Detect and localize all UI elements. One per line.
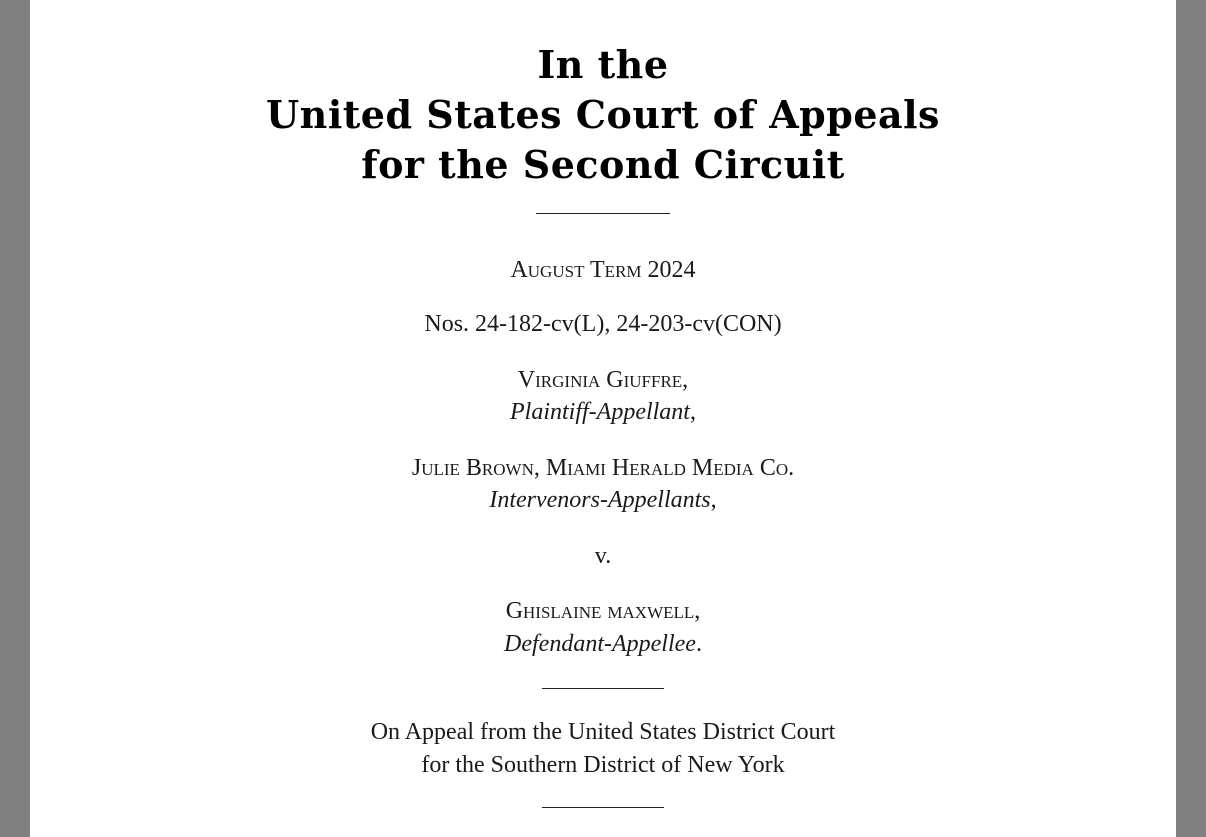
versus: v. — [594, 543, 612, 569]
intervenors-role-line — [30, 484, 1176, 516]
plaintiff-role-punct: , — [689, 399, 696, 425]
plaintiff-role-line — [30, 396, 1176, 428]
intervenors-role: Intervenors-Appellants — [489, 487, 711, 513]
defendant-role-punct: . — [695, 631, 702, 657]
document-page — [30, 0, 1176, 837]
defendant-role-line — [30, 628, 1176, 660]
court-heading-line1: In the — [537, 42, 669, 87]
court-heading-line2: United States Court of Appeals — [266, 92, 940, 137]
term-line: August Term 2024 — [510, 257, 696, 283]
intervenors-name: Julie Brown, Miami Herald Media Co. — [411, 455, 795, 481]
appeal-line1: On Appeal from the United States District Court — [370, 719, 836, 745]
plaintiff-role: Plaintiff-Appellant — [510, 399, 690, 425]
court-heading-line3: for the Second Circuit — [361, 142, 845, 187]
defendant-role: Defendant-Appellee — [504, 631, 696, 657]
viewer-left-margin — [0, 0, 30, 837]
intervenors-role-punct: , — [710, 487, 717, 513]
appeal-divider — [542, 807, 664, 808]
defendant-name: Ghislaine maxwell, — [505, 598, 701, 624]
viewer-right-margin — [1176, 0, 1206, 837]
caption-divider — [542, 688, 664, 689]
appeal-line2: for the Southern District of New York — [421, 752, 785, 778]
docket-numbers: Nos. 24-182-cv(L), 24-203-cv(CON) — [424, 311, 782, 337]
heading-divider — [536, 213, 670, 214]
plaintiff-name: Virginia Giuffre, — [517, 367, 689, 393]
